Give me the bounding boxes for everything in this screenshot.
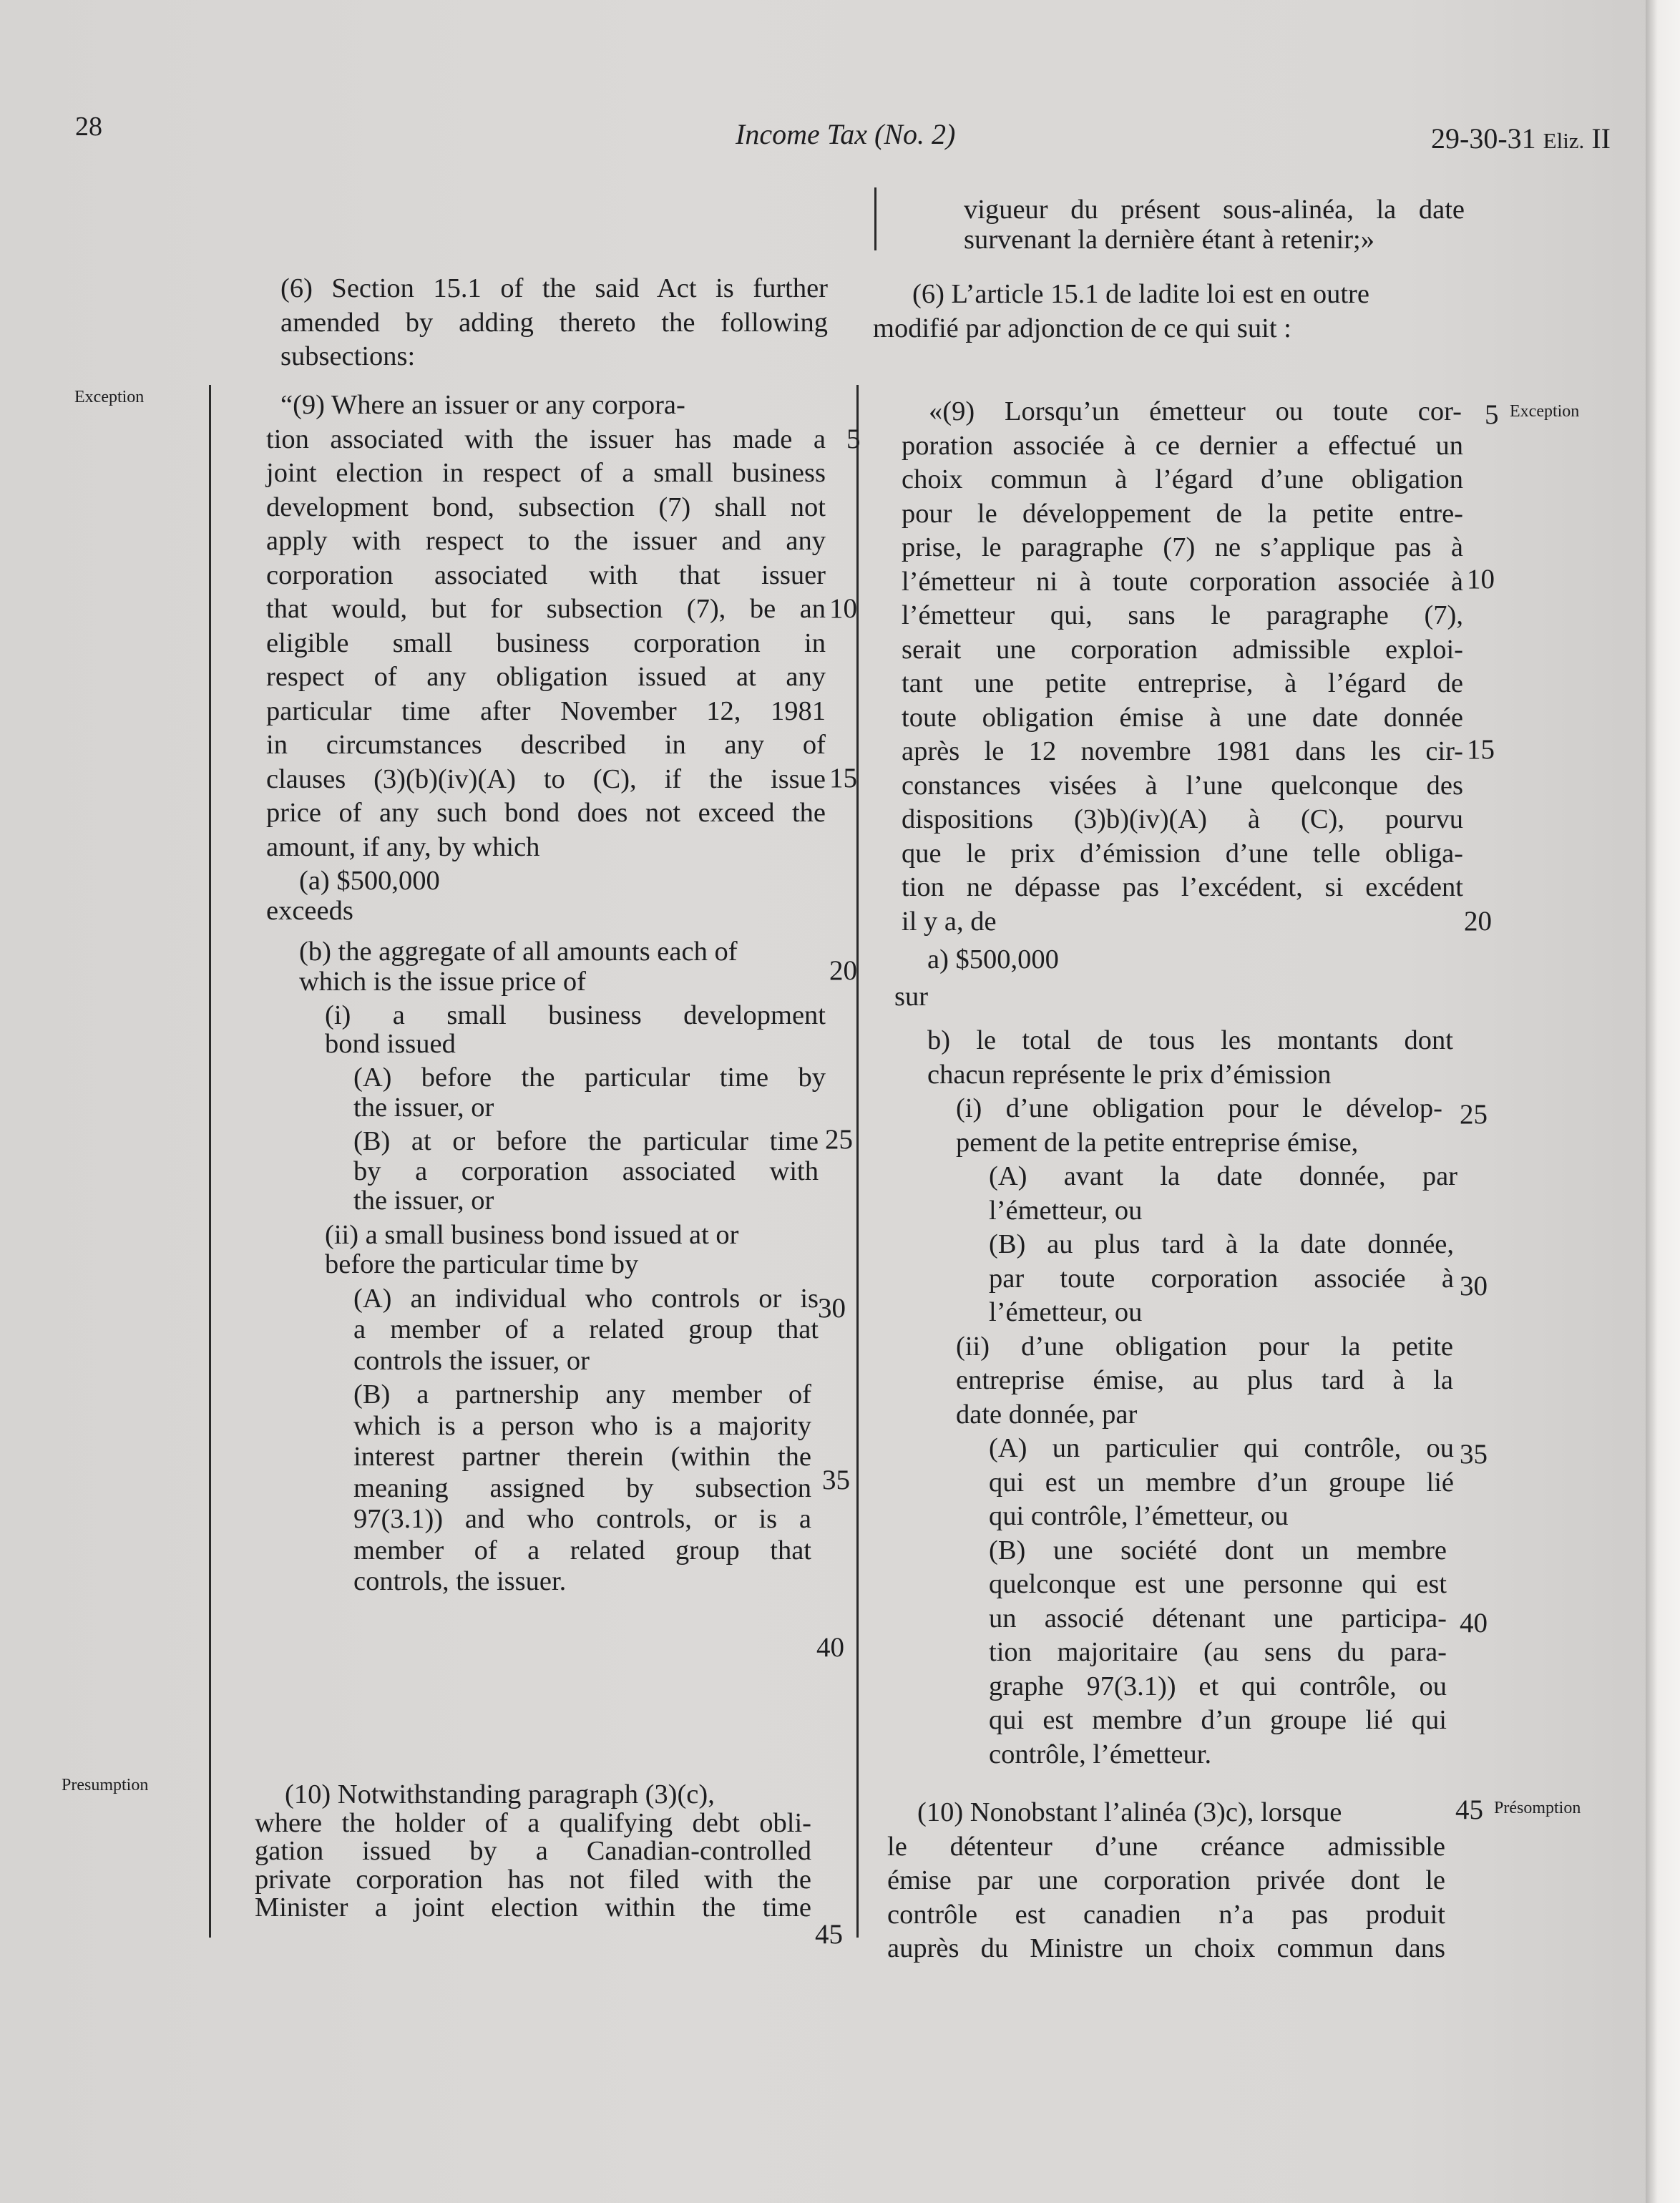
line-number-fr: 10 [1467,564,1495,595]
en-subsection-9: “(9) Where an issuer or any corpora- tion associated with the issuer has made a joint election in respect of a small business development bond, subsection (7) shall not apply with respect to the issuer and any corporation associated with that issuer that would, but for subsection (7), be an eligible small business corporation in respect of any obligation issued at any particular time after November 12, 1981 in circumstances described in any of clauses (3)(b)(iv)(A) to (C), if the issue price of any such bond does not exceed the amount, if any, by which (a) $500,000 exceeds (b) the aggregate of all amounts each of which is the issue price of (i) a small business development bond issued (A) before the particular time by the issuer, or (B) at or before the particular time by a corporation associated with the issuer, or (ii) a small business bond issued at or before the particular time by (A) an individual who controls or is a member of a related group that controls the issuer, or (B) a partnership any member of which is a person who is a majority interest partner therein (within the meaning assigned by subsection 97(3.1)) and who controls, or is a member of a related group that controls, the issuer. [266,390,826,1596]
line-number-en: 10 [829,593,857,624]
line-number-fr: 25 [1460,1099,1488,1130]
fr-paragraph-a-b: a) $500,000 sur b) le total de tous les montants dont chacun représente le prix d’émission (i) d’une obligation pour le dévelop- pement de la petite entreprise émise, (A) avant la date donnée, par l’émetteur, ou (B) au plus tard à la date donnée, par toute corporation associée à l’émetteur, ou (ii) d’une obligation pour la petite entreprise émise, au plus tard à la date donnée, par (A) un particulier qui contrôle, ou qui est un membre d’un groupe lié qui contrôle, l’émetteur, ou (B) une société dont un membre quelconque est une personne qui est un associé détenant une participa- tion majoritaire (au sens du para- graphe 97(3.1)) et qui contrôle, ou qui est membre d’un groupe lié qui contrôle, l’émetteur. [894,944,1457,1769]
line-number-fr: 5 [1485,399,1499,430]
line-number-en: 30 [818,1293,846,1324]
line-number-fr: 45 [1455,1794,1483,1825]
line-number-en: 45 [815,1919,843,1950]
line-number-fr: 30 [1460,1271,1488,1301]
amendment-rule-en-left [209,385,211,1938]
line-number-fr: 35 [1460,1439,1488,1470]
fr-intro-paragraph: (6) L’article 15.1 de ladite loi est en outre modifié par adjonction de ce qui suit : [873,279,1369,343]
page-number: 28 [75,112,102,142]
fr-subsection-10: (10) Nonobstant l’alinéa (3)c), lorsque le détenteur d’une créance admissible émise par une corporation privée dont le contrôle est canadien n’a pas produit auprès du Ministre un choix commun dans [887,1797,1445,1963]
line-number-fr: 20 [1464,906,1492,937]
page-edge-shadow [1646,0,1680,2203]
amendment-rule-fr-carry [874,187,876,250]
en-intro-paragraph: (6) Section 15.1 of the said Act is further amended by adding thereto the following subsections: [280,273,828,371]
line-number-en: 40 [816,1632,844,1663]
running-title: Income Tax (No. 2) [736,118,956,150]
line-number-en: 35 [822,1465,850,1495]
margin-note-presumption-fr: Présomption [1494,1799,1581,1817]
line-number-en: 25 [825,1124,853,1155]
fr-carryover-text: vigueur du présent sous-alinéa, la date survenant la dernière étant à retenir;» [964,195,1465,255]
en-subsection-10: (10) Notwithstanding paragraph (3)(c), where the holder of a qualifying debt obli- gation issued by a Canadian-controlled private corporation has not filed with the Minister a joint election within the time [255,1779,811,1923]
margin-note-exception-fr: Exception [1510,402,1580,421]
line-number-en: 15 [829,763,857,793]
regnal-year: 29-30-31 Eliz. II [1431,122,1611,155]
line-number-fr: 15 [1467,734,1495,765]
fr-subsection-9: «(9) Lorsqu’un émetteur ou toute cor- poration associée à ce dernier a effectué un choix commun à l’égard d’une obligation pour le développement de la petite entre- prise, le paragraphe (7) ne s’applique pas à l’émetteur ni à toute corporation associée à l’émetteur qui, sans le paragraphe (7), serait une corporation admissible exploi- tant une petite entreprise, à l’égard de toute obligation émise à une date donnée après le 12 novembre 1981 dans les cir- constances visées à l’une quelconque des dispositions (3)b)(iv)(A) à (C), pourvu que le prix d’émission d’une telle obliga- tion ne dépasse pas l’excédent, si excédent il y a, de [902,396,1463,937]
line-number-fr: 40 [1460,1608,1488,1638]
line-number-en: 20 [829,955,857,986]
line-number-en: 5 [846,424,861,454]
margin-note-presumption-en: Presumption [62,1776,149,1794]
margin-note-exception-en: Exception [74,388,145,406]
